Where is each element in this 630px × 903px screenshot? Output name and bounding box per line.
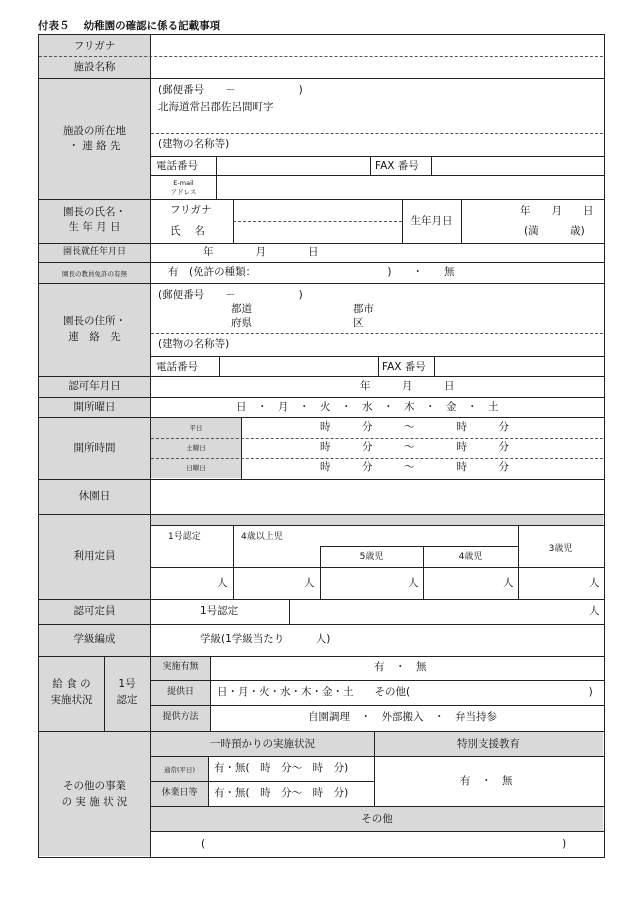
capacity-unit-3: 人	[408, 577, 419, 589]
meals-label2: 実施状況	[50, 694, 93, 706]
hours-sunday-value: 時 分 〜 時 分	[320, 461, 509, 473]
page-title: 付表５ 幼稚園の確認に係る記載事項	[38, 20, 221, 32]
director-furigana-label: フリガナ	[170, 204, 212, 216]
special-support-value: 有 ・ 無	[460, 775, 513, 787]
facility-address-value: 北海道常呂郡佐呂間町字	[158, 101, 274, 113]
special-support-header: 特別支援教育	[457, 738, 520, 750]
meals-days-label: 提供日	[166, 687, 194, 697]
director-birth-sub-label: 生年月日	[410, 215, 453, 227]
approval-date-value: 年 月 日	[360, 380, 455, 392]
capacity-label: 利用定員	[73, 550, 116, 562]
other-value: ( )	[201, 838, 567, 850]
capacity-unit-5: 人	[589, 577, 600, 589]
authorized-unit: 人	[589, 605, 600, 617]
meals-implement-label: 実施有無	[162, 662, 199, 672]
capacity-age4plus: 4歳以上児	[241, 532, 283, 542]
director-birth-ymd: 年 月 日	[520, 205, 594, 217]
meals-label: 給 食 の	[52, 678, 91, 690]
open-days-label: 開所曜日	[73, 401, 116, 413]
temp-care-normal-label: 通常(平日)	[163, 766, 196, 774]
facility-name-label: 施設名称	[73, 61, 116, 73]
authorized-cert: 1号認定	[200, 605, 239, 617]
temp-care-holiday-value: 有・無( 時 分〜 時 分)	[214, 787, 349, 799]
meals-method-value: 自園調理 ・ 外部搬入 ・ 弁当持参	[308, 711, 497, 723]
authorized-capacity-label: 認可定員	[73, 605, 116, 617]
director-name-label: 園長の氏名・	[63, 206, 126, 218]
open-hours-label: 開所時間	[73, 442, 116, 454]
capacity-cert1: 1号認定	[168, 532, 201, 542]
hours-sunday-label: 日曜日	[186, 464, 206, 472]
hours-saturday-label: 土曜日	[186, 444, 206, 452]
meals-cert: 1号	[118, 678, 136, 690]
director-birth-age: (満 歳)	[524, 225, 585, 237]
director-contact-label: 連 絡 先	[68, 331, 121, 343]
temp-care-header: 一時預かりの実施状況	[210, 738, 315, 750]
director-license-label: 園長の教員免許の有無	[62, 270, 127, 278]
facility-email-label: E-mail	[173, 179, 194, 187]
other-label2: の 実 施 状 況	[61, 796, 128, 808]
director-birth-label: 生 年 月 日	[68, 221, 121, 233]
capacity-unit-4: 人	[503, 577, 514, 589]
facility-email-label2: アドレス	[170, 188, 197, 196]
facility-furigana-label: フリガナ	[73, 40, 116, 52]
facility-contact-label: ・ 連 絡 先	[68, 140, 121, 152]
director-postal: (郵便番号 － )	[158, 289, 303, 301]
director-pref2: 府県	[231, 317, 252, 329]
director-city2: 区	[353, 317, 364, 329]
facility-postal: (郵便番号 － )	[158, 84, 303, 96]
director-tenure-label: 園長就任年月日	[62, 247, 126, 257]
director-fax-label: FAX 番号	[382, 361, 426, 373]
hours-saturday-value: 時 分 〜 時 分	[320, 441, 509, 453]
open-days-value: 日 ・ 月 ・ 火 ・ 水 ・ 木 ・ 金 ・ 土	[236, 401, 499, 413]
meals-method-label: 提供方法	[162, 712, 199, 722]
director-pref1: 都道	[231, 303, 252, 315]
director-license-value: 有 (免許の種類： ) ・ 無	[168, 266, 455, 278]
director-address-label: 園長の住所・	[63, 315, 126, 327]
capacity-unit-2: 人	[304, 577, 315, 589]
facility-fax-label: FAX 番号	[375, 160, 419, 172]
director-tenure-value: 年 月 日	[203, 246, 319, 258]
director-city1: 郡市	[353, 303, 374, 315]
facility-address-label: 施設の所在地	[63, 125, 126, 137]
capacity-age4: 4歳児	[458, 552, 483, 562]
capacity-age5: 5歳児	[359, 552, 384, 562]
capacity-age3: 3歳児	[548, 544, 573, 554]
other-header: その他	[361, 813, 393, 825]
other-label: その他の事業	[63, 780, 126, 792]
facility-building: (建物の名称等)	[158, 138, 230, 150]
capacity-unit-1: 人	[217, 577, 228, 589]
temp-care-holiday-label: 休業日等	[161, 788, 198, 798]
meals-implement-value: 有 ・ 無	[374, 661, 427, 673]
hours-weekday-value: 時 分 〜 時 分	[320, 421, 509, 433]
meals-days-value: 日・月・火・水・木・金・土 その他( )	[217, 686, 593, 698]
classes-label: 学級編成	[73, 633, 116, 645]
hours-weekday-label: 平日	[189, 424, 203, 432]
closed-days-label: 休園日	[78, 490, 111, 502]
approval-date-label: 認可年月日	[68, 380, 121, 392]
director-name-sub-label: 氏 名	[170, 225, 205, 237]
director-tel-label: 電話番号	[156, 361, 198, 373]
classes-value: 学級(1学級当たり 人)	[200, 633, 331, 645]
temp-care-normal-value: 有・無( 時 分〜 時 分)	[214, 762, 349, 774]
director-building: (建物の名称等)	[158, 338, 230, 350]
meals-cert2: 認定	[116, 694, 138, 706]
facility-tel-label: 電話番号	[156, 160, 198, 172]
